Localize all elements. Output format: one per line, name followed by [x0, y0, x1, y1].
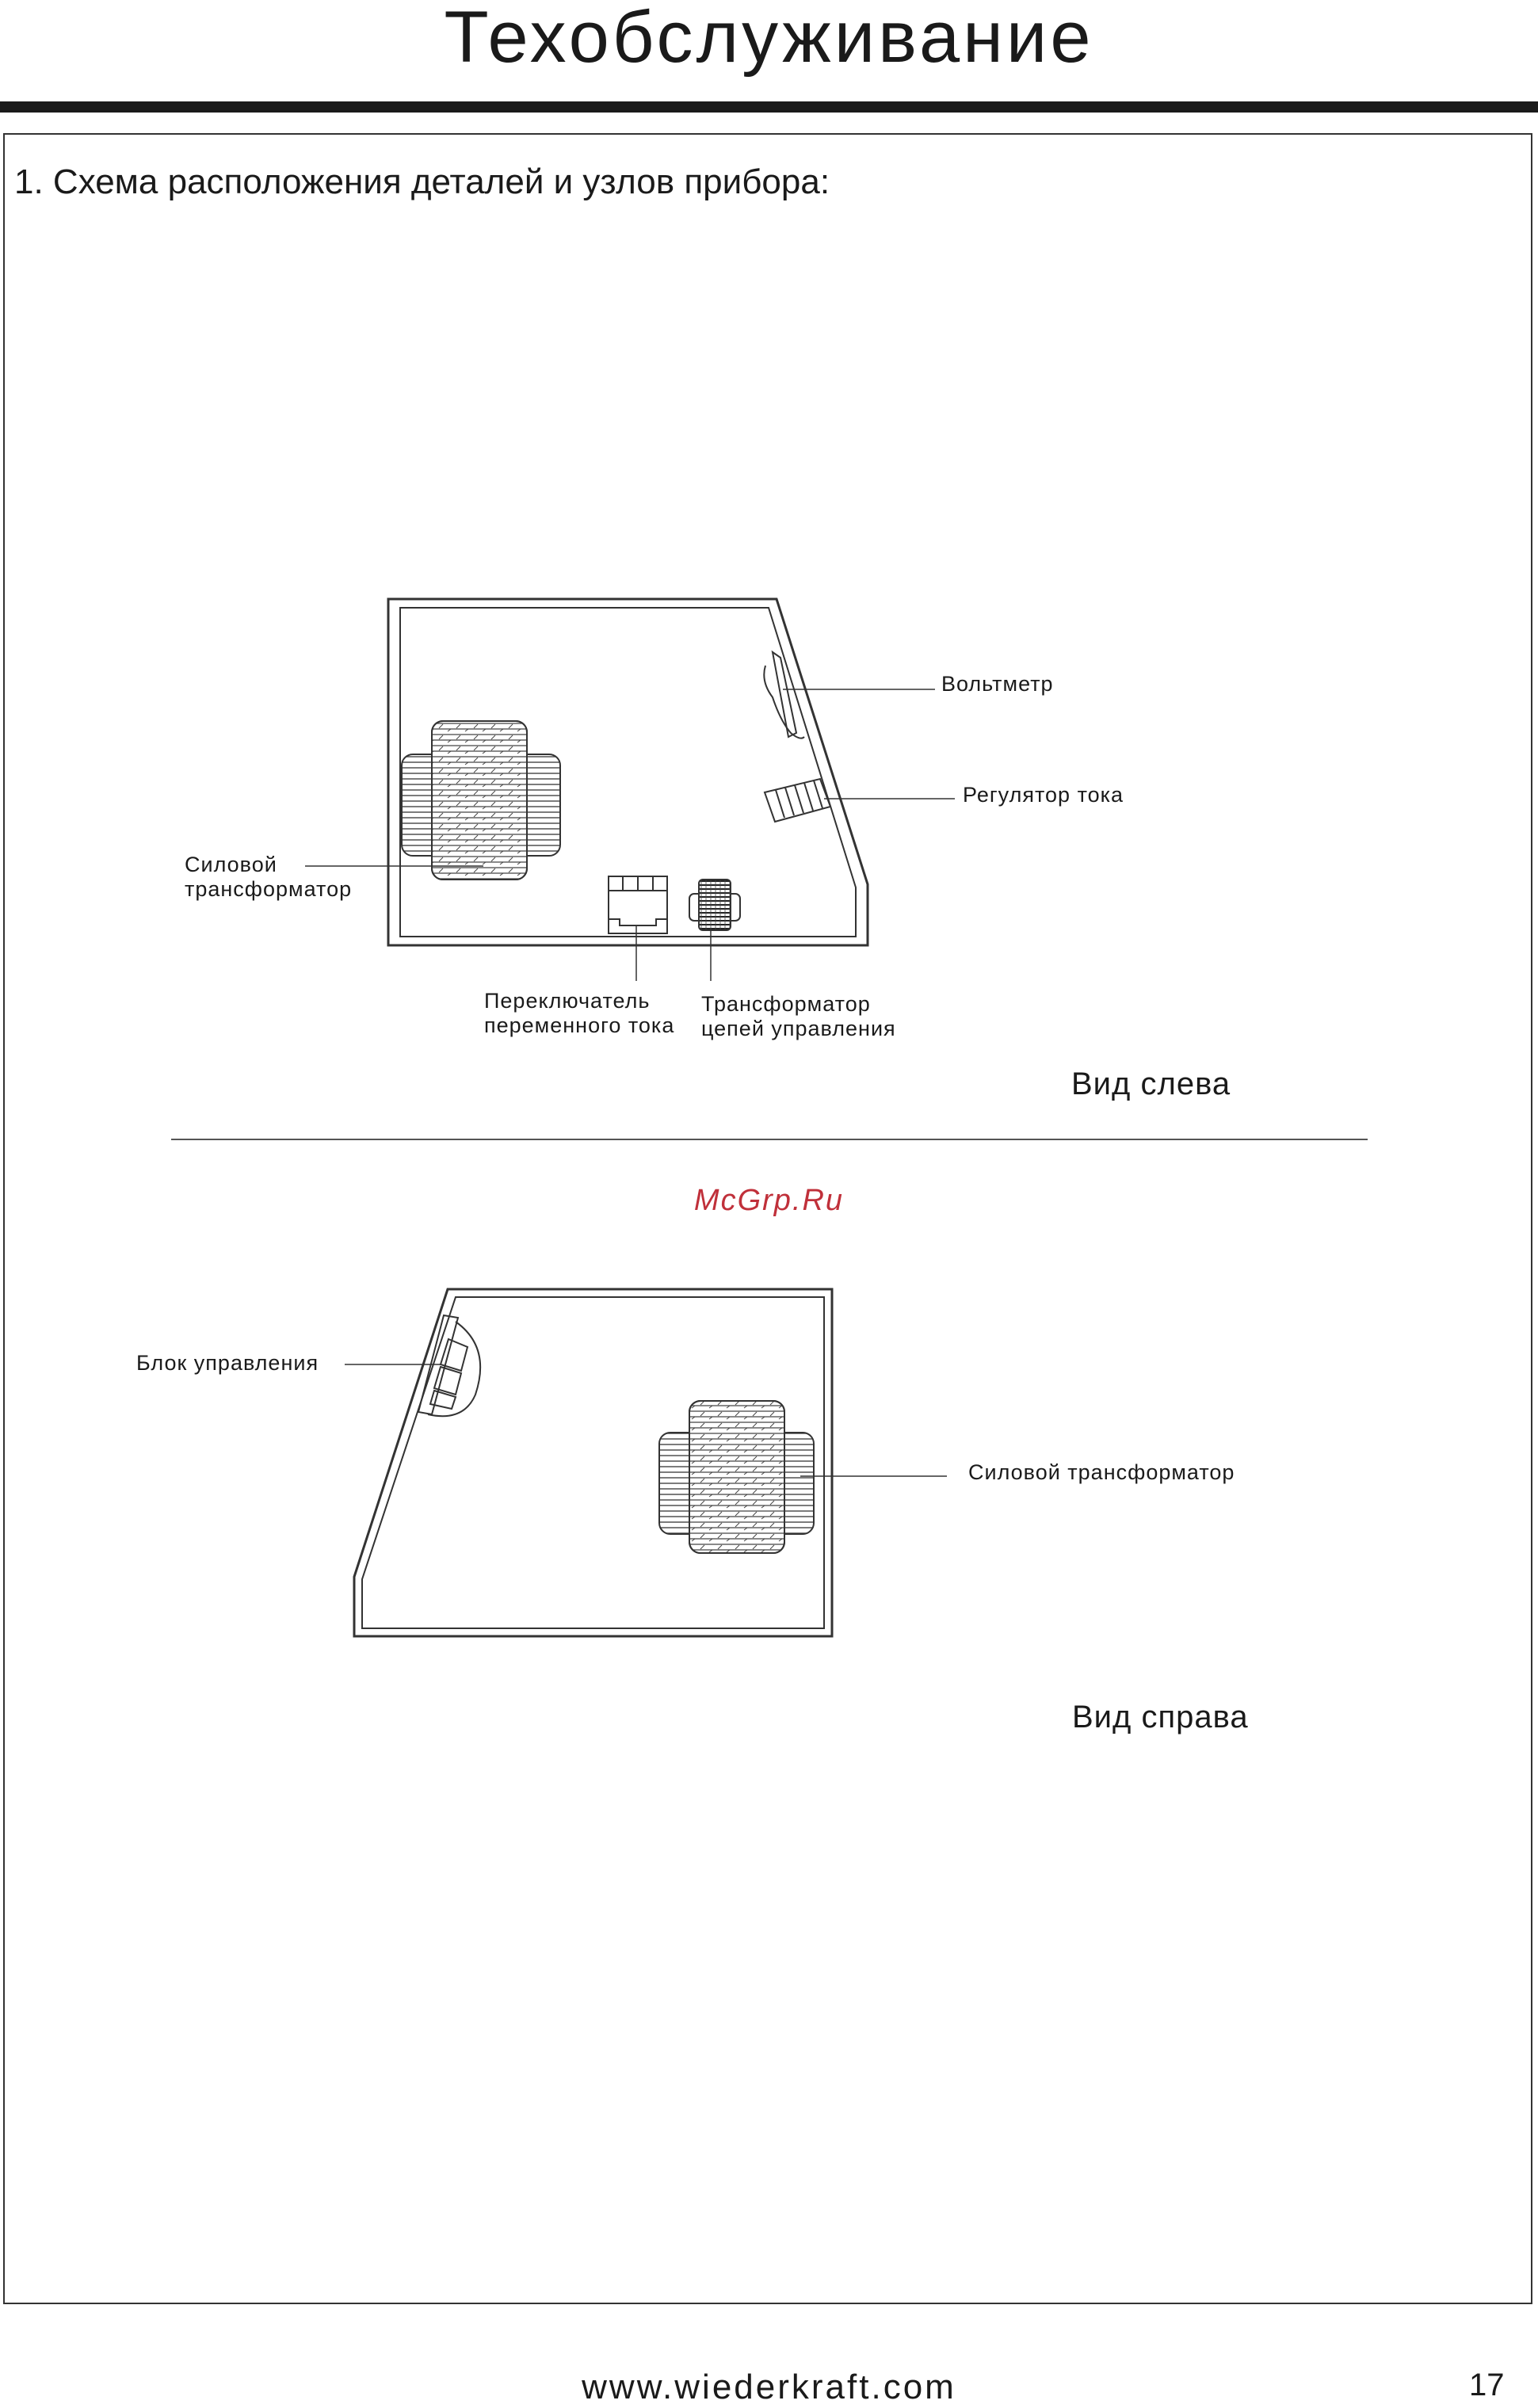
control-transformer-shape: [689, 880, 740, 981]
power-transformer-label-line2: трансформатор: [185, 877, 353, 901]
section-heading: 1. Схема расположения деталей и узлов прибора:: [14, 162, 830, 201]
ac-switch-label-line1: Переключатель: [484, 989, 651, 1013]
power-transformer-label-line1: Силовой: [185, 853, 277, 876]
control-unit-label: Блок управления: [136, 1351, 319, 1375]
right-view-diagram: [345, 1289, 947, 1636]
right-view-caption: Вид справа: [1072, 1700, 1249, 1734]
current-regulator-shape: [765, 779, 955, 822]
power-transformer-label: Силовой трансформатор: [968, 1460, 1235, 1484]
current-regulator-label: Регулятор тока: [963, 783, 1124, 807]
section-divider: [171, 1139, 1368, 1140]
power-transformer-shape: [659, 1401, 947, 1553]
page-number: 17: [1469, 2368, 1505, 2402]
control-transformer-label-line1: Трансформатор: [701, 992, 871, 1016]
left-view-diagram: [305, 599, 955, 981]
footer-url: www.wiederkraft.com: [582, 2368, 956, 2406]
voltmeter-shape: [764, 652, 935, 738]
power-transformer-shape: [402, 721, 560, 880]
voltmeter-label: Вольтметр: [941, 672, 1054, 696]
ac-switch-shape: [609, 876, 667, 981]
watermark: McGrp.Ru: [693, 1184, 845, 1217]
page-title: Техобслуживание: [444, 0, 1094, 78]
ac-switch-label-line2: переменного тока: [484, 1013, 675, 1037]
left-view-caption: Вид слева: [1071, 1067, 1231, 1101]
control-transformer-label-line2: цепей управления: [701, 1017, 896, 1040]
